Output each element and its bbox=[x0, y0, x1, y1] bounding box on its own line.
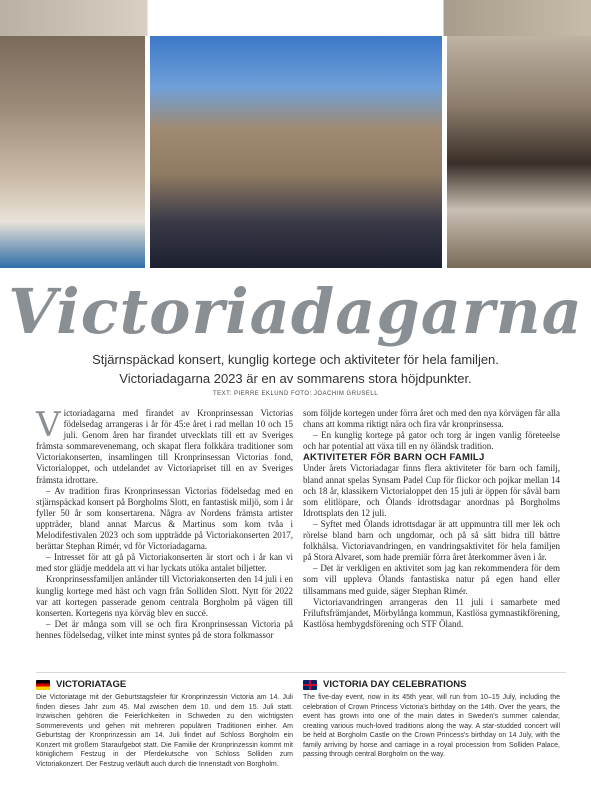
translation-boxes bbox=[36, 680, 566, 790]
paragraph: – Intresset för att gå på Victoriakonserten är stort och i år kan vi med stor glädje meddela att vi har lyckats utöka antalet biljetter. bbox=[36, 552, 293, 574]
paragraph: – Det är många som vill se och fira Kronprinsessan Victoria på hennes födelsedag, vilket inte minst syntes på de stora folkmassor bbox=[36, 618, 293, 640]
paragraph: – Syftet med Ölands idrottsdagar är att uppmuntra till mer lek och rörelse bland barn och ungdomar, och på så sätt bidra till bättre folkhälsa. Victoriavandringen, en vandringsaktivitet för hela familjen på Stora Alvaret, som hade premiär förra året återkommer även i år. bbox=[303, 518, 560, 563]
paragraph: Kronprinsessfamiljen anländer till Victoriakonserten den 14 juli i en kunglig kortege med häst och vagn från Solliden Slott. Nytt för 2022 var att kortegen passerade genom centrala Borgholm på vägen till konserten. Kortegens nya körväg blev en succé. bbox=[36, 574, 293, 618]
paragraph: som följde kortegen under förra året och med den nya körvägen får alla chans att komma riktigt nära och fira vår kronprinsessa. bbox=[303, 408, 560, 430]
drop-cap: V bbox=[36, 405, 61, 445]
paragraph: – Det är verkligen en aktivitet som jag kan rekommendera för dem som vill uppleva Ölands fantastiska natur på egen hand eller tillsammans med guide, säger Stephan Rimér. bbox=[303, 563, 560, 596]
subtitle-line-1: Stjärnspäckad konsert, kunglig kortege och aktiviteter för hela familjen. bbox=[92, 352, 499, 367]
german-box-text: Die Victoriatage mit der Geburtstagsfeier für Kronprinzessin Victoria am 14. Juli finden dieses Jahr zum 45. Mal zwischen dem 10. und dem 15. Juli statt. Inzwischen gehören die Feierlichkeiten in Schweden zu den wichtigsten Sommerevents und gehen mit mehreren populären Traditionen einher. Am Geburtstag der Kronprinzessin am 14. Juli findet auf Schloss Borgholm ein Konzert mit großem Staraufgebot statt. Die Familie der Kronprinzessin kommt mit königlichem Festzug in der Pferdekutsche von Schloss Solliden zum Victoriakonzert. Der Festzug verläuft auch durch die Innenstadt von Borgholm. bbox=[36, 694, 293, 768]
uk-flag-icon bbox=[303, 680, 317, 690]
german-summary-box bbox=[36, 680, 293, 769]
subtitle-line-2: Victoriadagarna 2023 är en av sommarens stora höjdpunkter. bbox=[119, 371, 472, 386]
paragraph: Victoriadagarna med firandet av Kronprinsessan Victorias födelsedag arrangeras i år för 45:e året i rad mellan 10 och 15 juli. Genom åren har firandet utvecklats till ett av Sveriges främsta sommarevenemang, och skapat flera folkkära traditioner som Victoriakonserten, insamlingen till Kronprinsessan Victorias fond, Victorialoppet, och utdelandet av Victoriapriset till en av Sveriges främsta idrottare. bbox=[36, 405, 293, 485]
photo-royal-family bbox=[0, 36, 145, 268]
german-box-heading: VICTORIATAGE bbox=[56, 679, 127, 691]
paragraph: Victoriavandringen arrangeras den 11 juli i samarbete med Friluftsfrämjandet, Mörbylånga kommun, Kastlösa gymnastikförening, Kastlösa hembygdsförening och STF Öland. bbox=[303, 596, 560, 629]
english-box-heading: VICTORIA DAY CELEBRATIONS bbox=[323, 679, 467, 691]
photo-strip bbox=[0, 0, 591, 270]
paragraph: – Av tradition firas Kronprinsessan Victorias födelsedag med en stjärnspäckad konsert på Borgholms Slott, en fantastisk miljö, som i år fyller 50 år som konsertarena. Några av Nordens främsta artister uppträder, bland annat Marcus & Martinus som kom tvåa i Melodifestivalen 2023 och som uppträdde på Victoriakonserten 2017, berättar Stephan Rimér, vd för Victoriadagarna. bbox=[36, 485, 293, 552]
article-subtitle bbox=[20, 350, 571, 388]
article-column-right bbox=[303, 408, 560, 630]
paragraph: Under årets Victoriadagar finns flera aktiviteter för barn och familj, bland annat spelas Synsam Padel Cup för flickor och pojkar mellan 14 och 18 år, klassikern Victorialoppet den 15 juli är öppen för såväl barn som elitlöpare, och Ölands idrottsdagar anordnas på Borgholms Idrottsplats den 12 juli. bbox=[303, 463, 560, 518]
article-column-left bbox=[36, 405, 293, 641]
article-title: Victoriadagarna bbox=[8, 275, 583, 348]
english-box-text: The five-day event, now in its 45th year, will run from 10–15 July, including the celebration of Crown Princess Victoria's birthday on the 14th. Over the years, the event has grown into one of the main dates in Sweden's summer calendar, creating various much-loved traditions along the way. A star-studded concert will be held at Borgholm Castle on the Crown Princess's birthday on 14 July, with the family arriving by horse and carriage in a royal procession from Solliden Palace, passing through central Borgholm on the way. bbox=[303, 694, 560, 758]
photo-borgholm-castle-concert bbox=[150, 36, 442, 268]
paragraph: – En kunglig kortege på gator och torg är ingen vanlig företeelse och har potential att växa till en ny öländsk tradition. bbox=[303, 430, 560, 452]
photo-credit: TEXT: PIERRE EKLUND FOTO: JOACHIM GRUSELL bbox=[212, 391, 379, 397]
english-summary-box bbox=[303, 680, 560, 760]
section-subheading: AKTIVITETER FÖR BARN OCH FAMILJ bbox=[303, 452, 485, 464]
german-flag-icon bbox=[36, 680, 50, 690]
photo-top-band bbox=[0, 0, 591, 36]
section-divider bbox=[36, 672, 566, 673]
photo-royal-carriage bbox=[447, 36, 591, 268]
